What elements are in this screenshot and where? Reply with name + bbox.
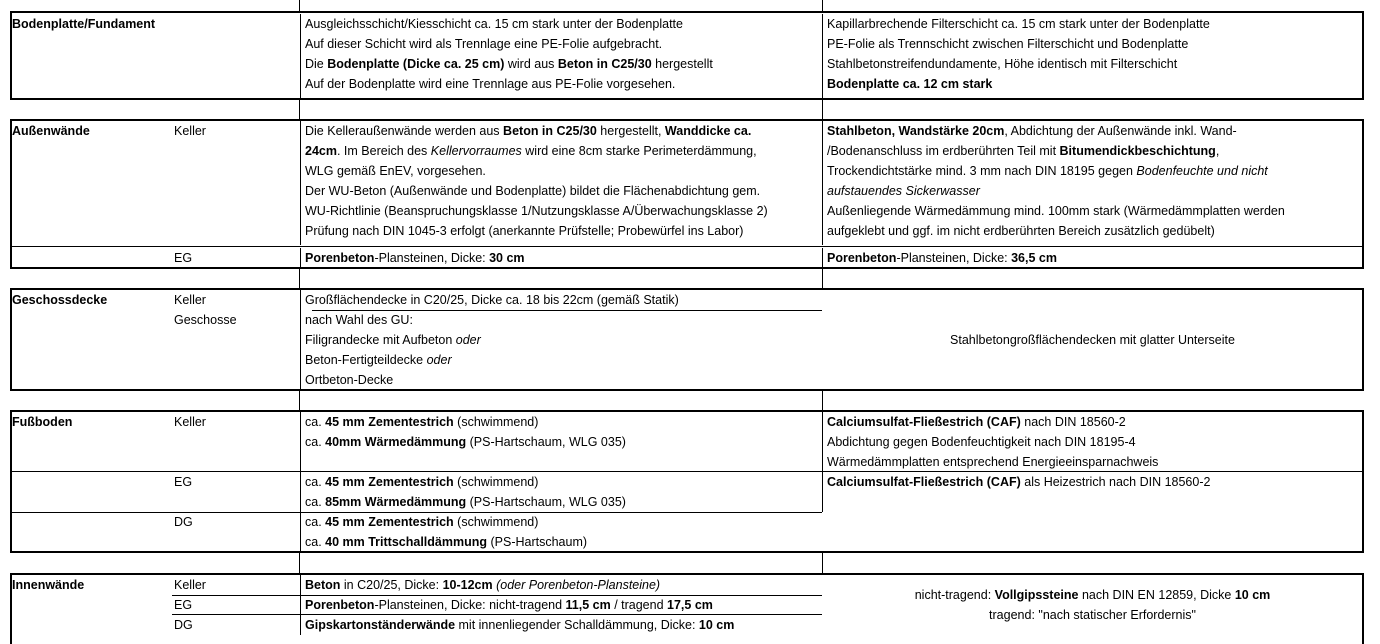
text-line: Porenbeton-Plansteinen, Dicke: 30 cm <box>305 251 525 265</box>
row-fussboden-keller <box>10 412 1364 471</box>
text-line: Stahlbeton, Wandstärke 20cm, Abdichtung der Außenwände inkl. Wand- <box>827 124 1237 138</box>
text-line: WLG gemäß EnEV, vorgesehen. <box>305 164 486 178</box>
bodenplatte-description <box>301 14 822 94</box>
text-line: Porenbeton-Plansteinen, Dicke: nicht-tragend 11,5 cm / tragend 17,5 cm <box>305 598 713 612</box>
text-line: Außenliegende Wärmedämmung mind. 100mm stark (Wärmedämmplatten werden <box>827 204 1285 218</box>
section-title-aussenwaende: Außenwände <box>12 124 90 138</box>
innenwaende-eg-description <box>301 595 822 615</box>
fussboden-dg-description <box>301 512 822 552</box>
text-line: nach Wahl des GU: <box>305 313 413 327</box>
text-line: ca. 45 mm Zementestrich (schwimmend) <box>305 475 539 489</box>
text-line: Auf der Bodenplatte wird eine Trennlage aus PE-Folie vorgesehen. <box>305 77 676 91</box>
innenwaende-alternative <box>823 575 1362 635</box>
level-label-dg: DG <box>174 515 193 529</box>
level-label-keller: Keller <box>174 293 206 307</box>
section-title-bodenplatte: Bodenplatte/Fundament <box>12 17 156 31</box>
text-line: Ortbeton-Decke <box>305 373 394 387</box>
section-title-fussboden: Fußboden <box>12 415 73 429</box>
text-line: aufstauendes Sickerwasser <box>827 184 980 198</box>
level-label-keller: Keller <box>174 578 206 592</box>
text-line: Großflächendecke in C20/25, Dicke ca. 18 bis 22cm (gemäß Statik) <box>305 293 679 307</box>
text-line: nicht-tragend: Vollgipssteine nach DIN EN 12859, Dicke 10 cm <box>914 588 1271 602</box>
text-line: Porenbeton-Plansteinen, Dicke: 36,5 cm <box>827 251 1057 265</box>
text-line: tragend: "nach statischer Erfordernis" <box>989 608 1196 622</box>
row-bodenplatte <box>10 14 1364 98</box>
innenwaende-keller-description <box>301 575 822 595</box>
geschossdecke-alternative <box>823 290 1362 390</box>
text-line: Die Kelleraußenwände werden aus Beton in C25/30 hergestellt, Wanddicke ca. <box>305 124 752 138</box>
text-line: Trockendichtstärke mind. 3 mm nach DIN 18195 gegen Bodenfeuchte und nicht <box>827 164 1268 178</box>
text-line: Auf dieser Schicht wird als Trennlage eine PE-Folie aufgebracht. <box>305 37 663 51</box>
aussenwaende-eg-alternative <box>823 248 1364 268</box>
geschossdecke-keller-description <box>301 290 822 310</box>
section-title-innenwaende: Innenwände <box>12 578 85 592</box>
level-label-eg: EG <box>174 251 193 265</box>
aussenwaende-keller-alternative <box>823 121 1364 241</box>
fussboden-eg-alternative <box>823 472 1364 492</box>
text-line: Prüfung nach DIN 1045-3 erfolgt (anerkannte Prüfstelle; Probewürfel ins Labor) <box>305 224 744 238</box>
text-line: Der WU-Beton (Außenwände und Bodenplatte) bildet die Flächenabdichtung gem. <box>305 184 761 198</box>
text-line: Gipskartonständerwände mit innenliegender Schalldämmung, Dicke: 10 cm <box>305 618 735 632</box>
level-label-geschosse: Geschosse <box>174 313 237 327</box>
aussenwaende-keller-description <box>301 121 822 241</box>
text-line: ca. 40 mm Trittschalldämmung (PS-Hartschaum) <box>305 535 588 549</box>
text-line: ca. 85mm Wärmedämmung (PS-Hartschaum, WLG 035) <box>305 495 626 509</box>
text-line: Ausgleichsschicht/Kiesschicht ca. 15 cm stark unter der Bodenplatte <box>305 17 683 31</box>
text-line: aufgeklebt und ggf. im nicht erdberührten Bereich zusätzlich gedübelt) <box>827 224 1215 238</box>
bodenplatte-alternative <box>823 14 1364 94</box>
geschossdecke-geschosse-description <box>301 310 822 390</box>
text-line: WU-Richtlinie (Beanspruchungsklasse 1/Nutzungsklasse A/Überwachungsklasse 2) <box>305 204 768 218</box>
text-line: ca. 45 mm Zementestrich (schwimmend) <box>305 415 539 429</box>
text-line: Wärmedämmplatten entsprechend Energieeinsparnachweis <box>827 455 1159 469</box>
text-line: ca. 45 mm Zementestrich (schwimmend) <box>305 515 539 529</box>
row-divider <box>12 246 1362 247</box>
text-line: Beton-Fertigteildecke oder <box>305 353 452 367</box>
fussboden-eg-description <box>301 472 822 512</box>
row-aussenwaende-eg <box>10 248 1364 268</box>
text-line: ca. 40mm Wärmedämmung (PS-Hartschaum, WLG 035) <box>305 435 626 449</box>
row-fussboden-eg <box>10 472 1364 512</box>
text-line: 24cm. Im Bereich des Kellervorraumes wird eine 8cm starke Perimeterdämmung, <box>305 144 757 158</box>
text-line: Filigrandecke mit Aufbeton oder <box>305 333 481 347</box>
text-line: PE-Folie als Trennschicht zwischen Filterschicht und Bodenplatte <box>827 37 1189 51</box>
innenwaende-dg-description <box>301 615 822 635</box>
text-line: Calciumsulfat-Fließestrich (CAF) nach DIN 18560-2 <box>827 415 1126 429</box>
text-line: Stahlbetonstreifendundamente, Höhe identisch mit Filterschicht <box>827 57 1178 71</box>
section-title-geschossdecke: Geschossdecke <box>12 293 108 307</box>
aussenwaende-eg-description <box>301 248 822 268</box>
fussboden-keller-alternative <box>823 412 1364 472</box>
text-line: Kapillarbrechende Filterschicht ca. 15 cm stark unter der Bodenplatte <box>827 17 1210 31</box>
text-line: Die Bodenplatte (Dicke ca. 25 cm) wird aus Beton in C25/30 hergestellt <box>305 57 713 71</box>
level-label-keller: Keller <box>174 124 206 138</box>
text-line: Bodenplatte ca. 12 cm stark <box>827 77 993 91</box>
row-aussenwaende-keller <box>10 121 1364 245</box>
text-line: Beton in C20/25, Dicke: 10-12cm (oder Porenbeton-Plansteine) <box>305 578 661 592</box>
level-label-eg: EG <box>174 475 193 489</box>
text-line: Calciumsulfat-Fließestrich (CAF) als Heizestrich nach DIN 18560-2 <box>827 475 1211 489</box>
text-line: Abdichtung gegen Bodenfeuchtigkeit nach DIN 18195-4 <box>827 435 1136 449</box>
text-line: Stahlbetongroßflächendecken mit glatter Unterseite <box>950 333 1235 347</box>
row-fussboden-dg <box>10 512 1364 552</box>
text-line: /Bodenanschluss im erdberührten Teil mit Bitumendickbeschichtung, <box>827 144 1220 158</box>
fussboden-keller-description <box>301 412 822 452</box>
level-label-eg: EG <box>174 598 193 612</box>
level-label-dg: DG <box>174 618 193 632</box>
level-label-keller: Keller <box>174 415 206 429</box>
